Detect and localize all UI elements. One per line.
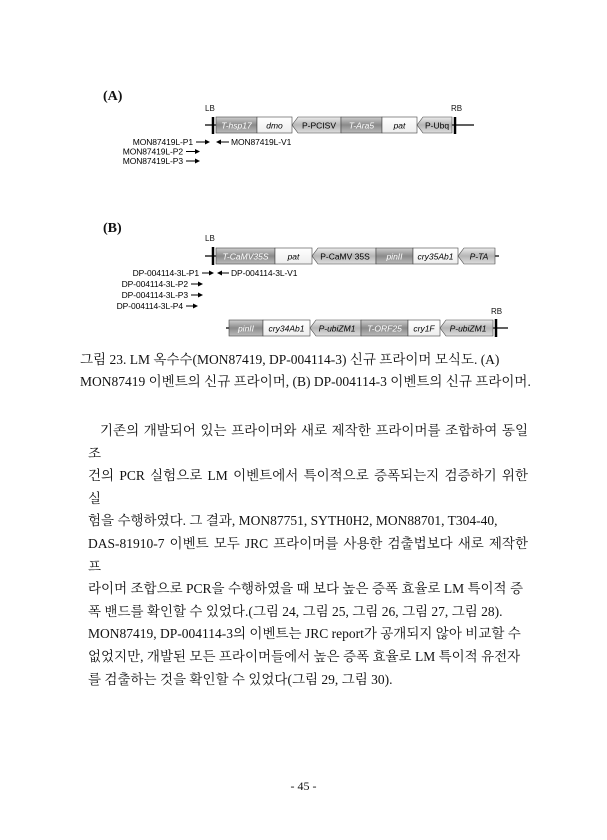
body-paragraph: 기존의 개발되어 있는 프라이머와 새로 제작한 프라이머를 조합하여 동일조 건의 PCR 실험으로 LM 이벤트에서 특이적으로 증폭되는지 검증하기 위한 실 험을 수행하였다. 그 결과, MON87751, SYTH0H2, MON88701, T304-40, DAS-81910-7 이벤트 모두 JRC 프라이머를 사용한 검출법보다 새로 제작한 프 라이머 조합으로 PCR을 수행하였을 때 보다 높은 증폭 효율로 LM 특이적 증 폭 밴드를 확인할 수 있었다.(그림 24, 그림 25, 그림 26, 그림 27, 그림 28). MON87419, DP-004114-3의 이벤트는 JRC report가 공개되지 않아 비교할 수 없었지만, 개발된 모든 프라이머들에서 높은 증폭 효율로 LM 특이적 유전자 를 검출하는 것을 확인할 수 있었다(그림 29, 그림 30).	[88, 423, 528, 687]
panel-a-segment-dmo	[257, 117, 292, 133]
panel-b-segment-label: cry35Ab1	[417, 251, 454, 262]
panel-b-segment-p-camv35s	[312, 248, 376, 264]
panel-b-segment-cry1f	[408, 320, 440, 336]
panel-a-forward-primer-3: MON87419L-P3	[122, 156, 183, 166]
panel-b-segment-label: T-CaMV35S	[222, 251, 269, 262]
panel-b-segment-p-ubizm1-2	[440, 320, 493, 336]
reverse-arrow-icon	[217, 271, 222, 276]
panel-b-segment-p-ubizm1	[310, 320, 361, 336]
panel-b-segment-p-ta	[458, 248, 495, 264]
forward-arrow-icon	[205, 140, 210, 145]
panel-b-segment-label: P-ubiZM1	[318, 323, 356, 334]
forward-arrow-icon	[195, 159, 200, 164]
panel-a-segment-t-hsp17	[216, 117, 257, 133]
panel-b-reverse-primer: DP-004114-3L-V1	[231, 268, 298, 278]
panel-b-segment-label: cry34Ab1	[268, 323, 305, 334]
panel-b-segment-label: pinII	[237, 323, 255, 334]
panel-b-segment-cry35ab1	[413, 248, 458, 264]
panel-b-segment-label: pat	[287, 251, 300, 262]
figure-caption	[80, 349, 540, 393]
panel-b-segment-label: P-ubiZM1	[449, 323, 487, 334]
panel-b-segment-label: P-CaMV 35S	[320, 251, 370, 262]
panel-b-segment-cry34ab1	[263, 320, 310, 336]
panel-a-segment-p-ubq	[417, 117, 452, 133]
panel-a-reverse-primer: MON87419L-V1	[231, 137, 292, 147]
panel-b-segment-label: T-ORF25	[367, 323, 402, 334]
panel-b-segment-t-camv35s	[216, 248, 275, 264]
forward-arrow-icon	[198, 293, 203, 298]
panel-a-segment-pat	[382, 117, 417, 133]
panel-a-segment-label: P-Ubq	[424, 120, 450, 131]
forward-arrow-icon	[195, 149, 200, 154]
forward-arrow-icon	[193, 304, 198, 309]
panel-a-segment-label: P-PCISV	[301, 120, 337, 131]
forward-arrow-icon	[198, 282, 203, 287]
panel-b-segment-t-orf25	[361, 320, 408, 336]
forward-arrow-icon	[209, 271, 214, 276]
panel-b-forward-primer-4: DP-004114-3L-P4	[116, 301, 183, 311]
panel-b-primers	[117, 268, 298, 311]
panel-a-primers	[123, 137, 292, 166]
panel-b-forward-primer-2: DP-004114-3L-P2	[121, 279, 188, 289]
panel-b-lb-label: LB	[205, 234, 215, 243]
panel-a-forward-primer-1: MON87419L-P1	[132, 137, 193, 147]
panel-a-lb-label: LB	[205, 104, 215, 113]
panel-b-segment-label: P-TA	[469, 251, 489, 262]
primer-schematic-figure	[0, 0, 607, 345]
caption-line-2: MON87419 이벤트의 신규 프라이머, (B) DP-004114-3 이벤트의 신규 프라이머.	[80, 374, 531, 389]
panel-b-segment-pinii	[376, 248, 413, 264]
panel-a-label: (A)	[103, 89, 123, 104]
panel-a-segment-p-pcisv	[292, 117, 341, 133]
panel-b-segment-label: pinII	[386, 251, 403, 262]
panel-b-segment-label: cry1F	[413, 323, 435, 334]
caption-line-1: 그림 23. LM 옥수수(MON87419, DP-004114-3) 신규 프라이머 모식도. (A)	[80, 352, 500, 367]
panel-a-segment-t-ara5	[341, 117, 382, 133]
panel-b-forward-primer-1: DP-004114-3L-P1	[132, 268, 199, 278]
panel-b-segment-pinii-2	[229, 320, 263, 336]
panel-a-forward-primer-2: MON87419L-P2	[122, 146, 183, 157]
panel-b-forward-primer-3: DP-004114-3L-P3	[121, 290, 188, 300]
panel-a-segment-label: dmo	[266, 120, 283, 131]
panel-a-segment-label: pat	[393, 120, 406, 131]
panel-b-rb-label: RB	[491, 307, 503, 316]
panel-a-segment-label: T-Ara5	[348, 120, 375, 131]
panel-b-label: (B)	[103, 221, 122, 236]
reverse-arrow-icon	[216, 140, 221, 145]
panel-b-segment-pat	[275, 248, 312, 264]
panel-a-segment-label: T-hsp17	[221, 120, 252, 131]
page-number: - 45 -	[290, 779, 317, 793]
panel-a-rb-label: RB	[451, 104, 463, 113]
